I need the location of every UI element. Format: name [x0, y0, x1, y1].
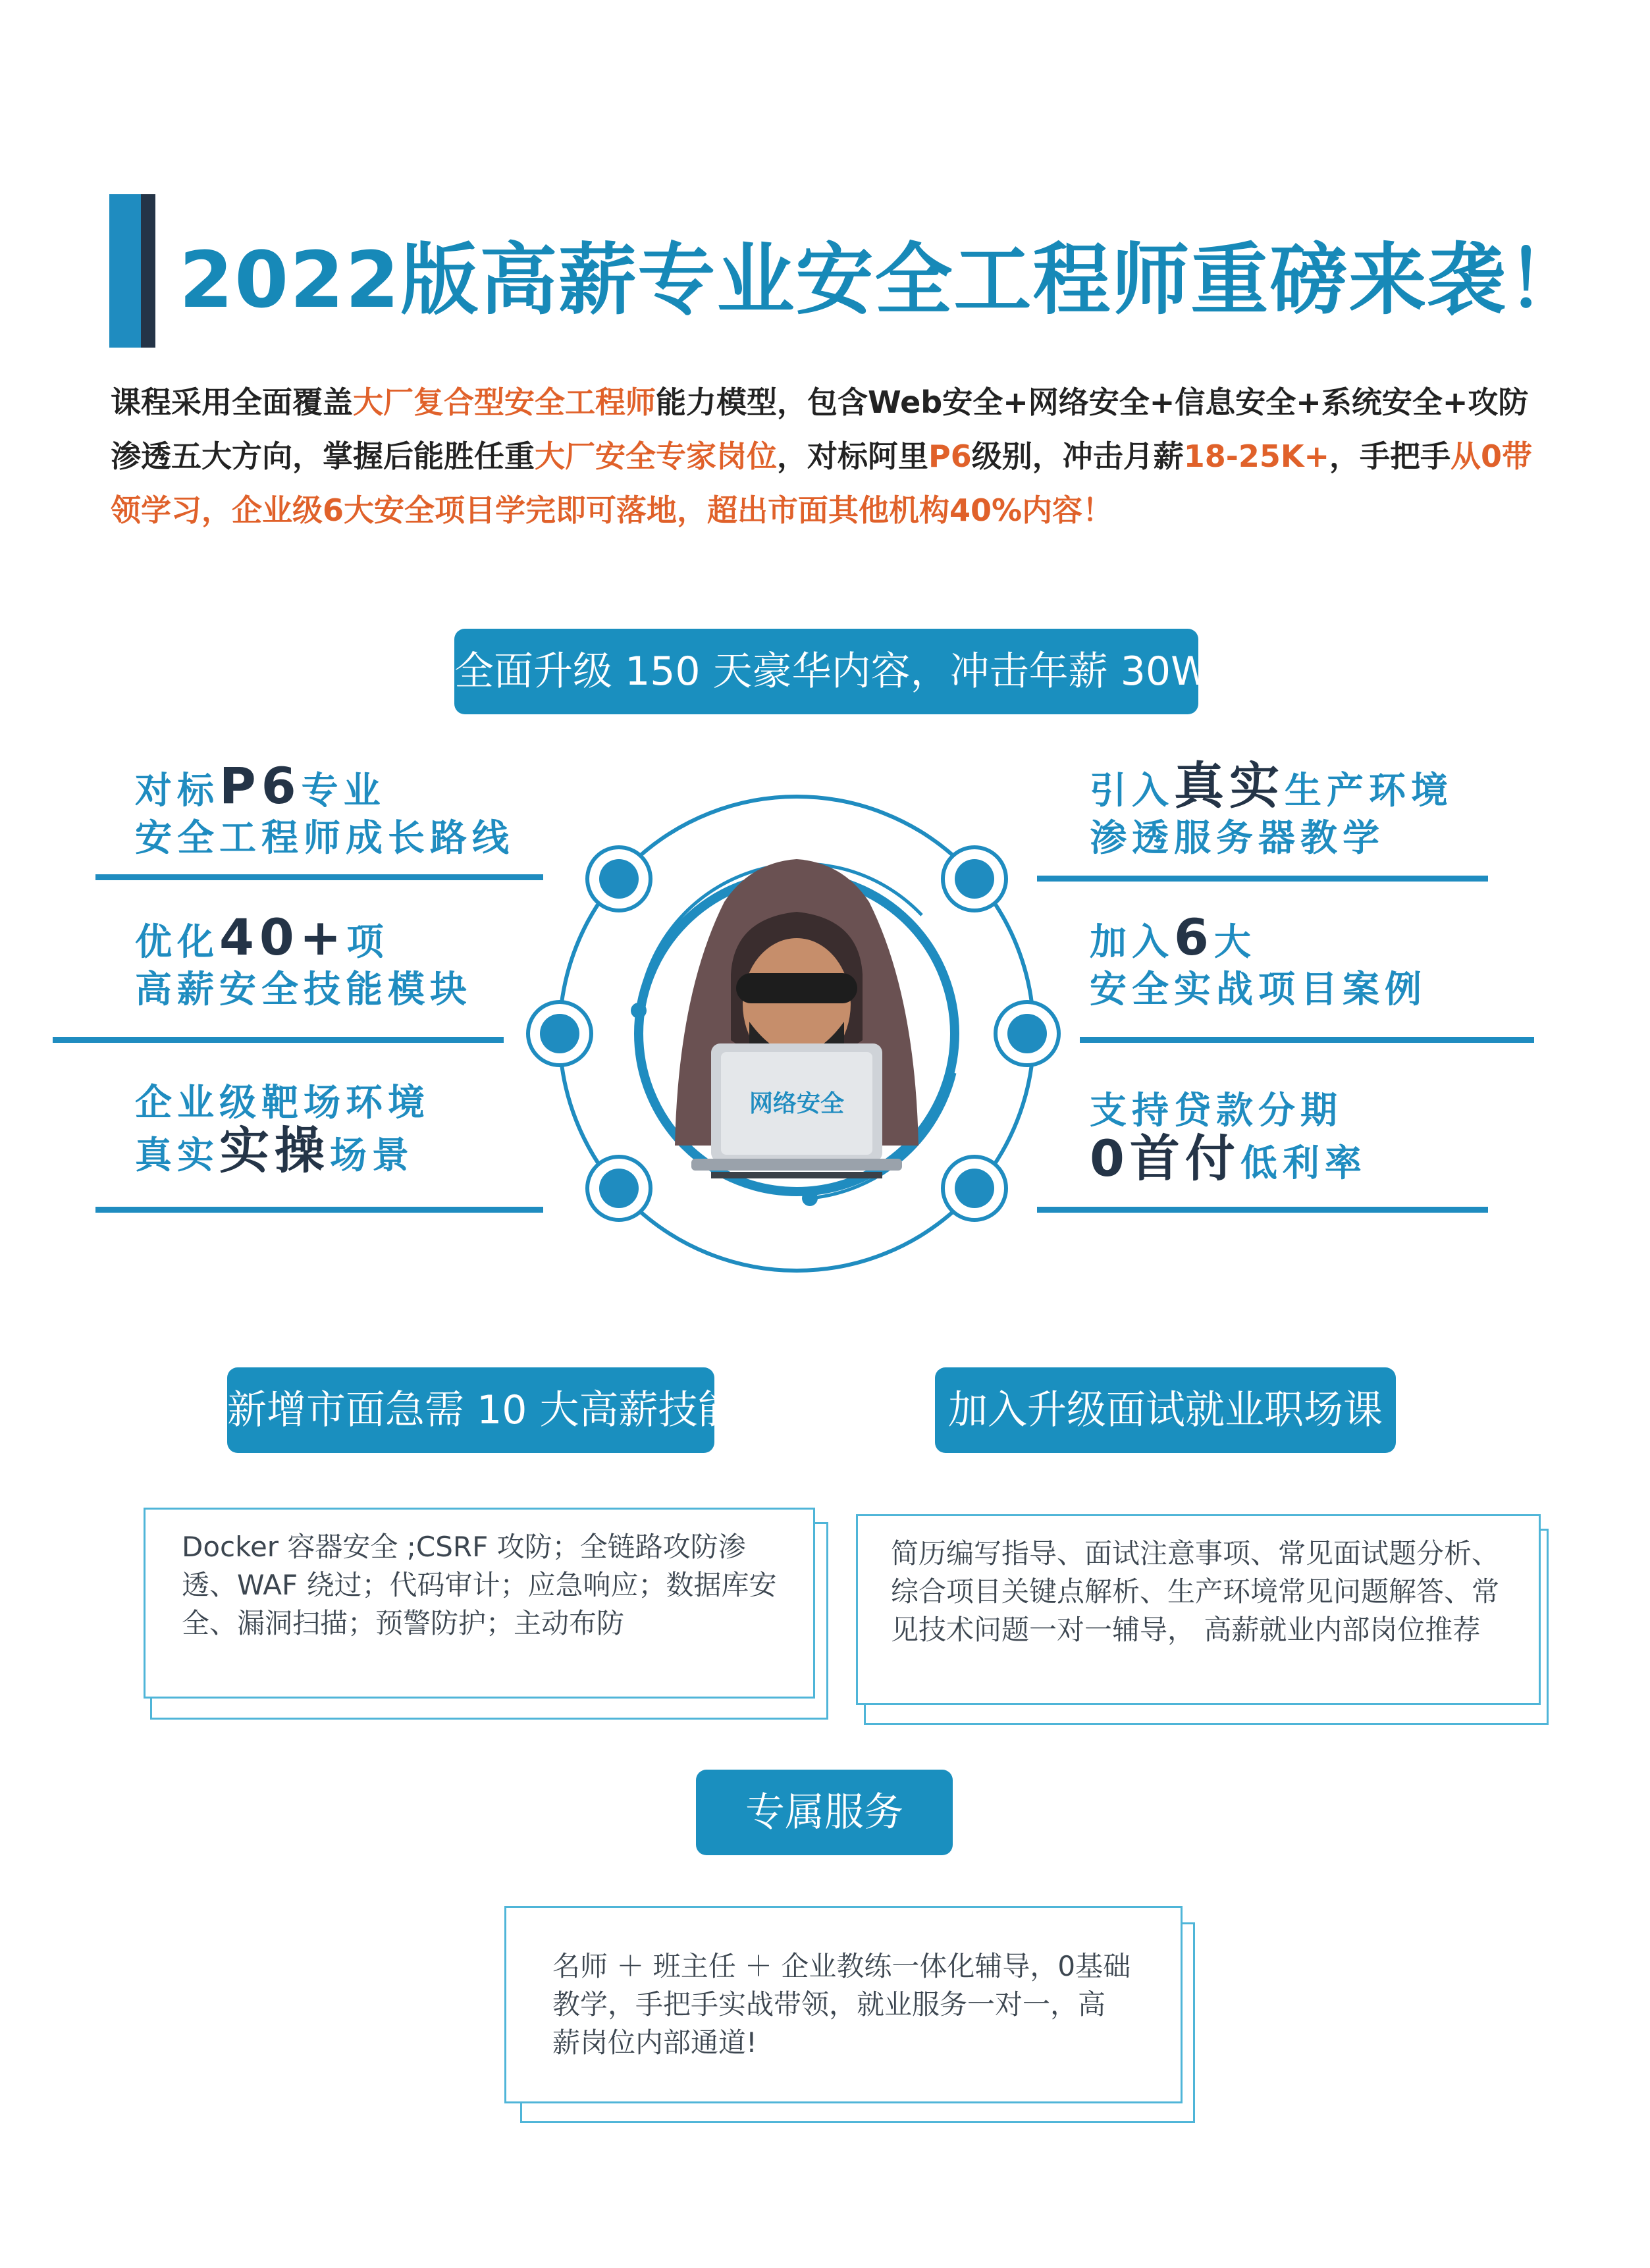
- service-box: [504, 1906, 1183, 2103]
- node-icon-2: [528, 1002, 591, 1065]
- feature-projects-suffix: 大: [1213, 921, 1256, 964]
- hacker-icon: [675, 859, 918, 1178]
- node-icon-4: [943, 847, 1006, 910]
- feature-real-env-prefix: 引入: [1090, 770, 1174, 812]
- node-icon-3: [587, 1157, 651, 1220]
- feature-modules-suffix: 项: [346, 921, 389, 964]
- feature-range: [135, 1080, 430, 1180]
- skills-heading: 新增市面急需 10 大高薪技能: [227, 1367, 714, 1453]
- feature-p6-highlight: P6: [219, 756, 302, 815]
- intro-highlight-4: 18-25K+: [1183, 438, 1330, 474]
- feature-real-env-line2: 渗透服务器教学: [1090, 817, 1385, 860]
- feature-range-highlight: 实操: [219, 1121, 330, 1180]
- feature-modules: [135, 908, 472, 1014]
- feature-modules-highlight: 40+: [219, 908, 347, 966]
- intro-paragraph: [111, 375, 1546, 537]
- title-accent-bar: [109, 194, 155, 348]
- intro-text-1: 课程采用全面覆盖: [111, 384, 353, 420]
- feature-projects-underline: [1080, 1037, 1534, 1043]
- orbit-dot-1: [631, 1003, 647, 1018]
- orbit-dot-2: [802, 1190, 818, 1206]
- intro-text-5: ，手把手: [1329, 438, 1451, 474]
- feature-modules-underline: [53, 1037, 504, 1043]
- center-graphic: [500, 777, 1093, 1277]
- intro-text-2: 能力模型，包含Web安全+网络安全+信息安全+系统安全+攻防渗透五大方向，掌握后能胜任重: [111, 384, 1529, 474]
- feature-projects-highlight: 6: [1174, 908, 1214, 966]
- feature-range-suffix: 场景: [330, 1134, 414, 1177]
- feature-projects: [1090, 908, 1427, 1014]
- upgrade-banner: 全面升级 150 天豪华内容，冲击年薪 30W: [454, 629, 1198, 714]
- career-heading: 加入升级面试就业职场课: [935, 1367, 1396, 1453]
- skills-text: Docker 容器安全 ;CSRF 攻防；全链路攻防渗透、WAF 绕过；代码审计；应急响应；数据库安全、漏洞扫描；预警防护；主动布防: [182, 1531, 777, 1639]
- career-text: 简历编写指导、面试注意事项、常见面试题分析、综合项目关键点解析、生产环境常见问题解答、常见技术问题一对一辅导， 高薪就业内部岗位推荐: [891, 1537, 1500, 1646]
- intro-highlight-3: P6: [928, 438, 972, 474]
- feature-payment-line1: 支持贷款分期: [1090, 1090, 1343, 1132]
- skills-box: [144, 1508, 815, 1699]
- feature-projects-prefix: 加入: [1090, 921, 1174, 964]
- feature-p6-suffix: 专业: [301, 770, 386, 812]
- feature-p6-prefix: 对标: [135, 770, 219, 812]
- service-text: 名师 ＋ 班主任 ＋ 企业教练一体化辅导，0基础教学，手把手实战带领，就业服务一对一，高薪岗位内部通道!: [552, 1950, 1131, 2059]
- feature-range-underline: [95, 1207, 543, 1213]
- intro-text-3: ，对标阿里: [777, 438, 928, 474]
- feature-projects-line2: 安全实战项目案例: [1090, 968, 1427, 1011]
- intro-highlight-2: 大厂安全专家岗位: [535, 438, 777, 474]
- feature-modules-prefix: 优化: [135, 921, 219, 964]
- center-label: 网络安全: [749, 1090, 845, 1117]
- feature-range-prefix: 真实: [135, 1134, 219, 1177]
- service-heading: 专属服务: [696, 1770, 953, 1855]
- feature-payment-underline: [1037, 1207, 1488, 1213]
- feature-real-env: [1090, 756, 1453, 862]
- feature-payment-highlight: 0首付: [1090, 1129, 1240, 1188]
- node-icon-6: [943, 1157, 1006, 1220]
- feature-p6: [135, 756, 514, 862]
- career-box: [856, 1514, 1541, 1705]
- feature-payment-suffix: 低利率: [1240, 1142, 1367, 1185]
- feature-range-line1: 企业级靶场环境: [135, 1082, 430, 1124]
- intro-highlight-1: 大厂复合型安全工程师: [353, 384, 656, 420]
- feature-modules-line2: 高薪安全技能模块: [135, 968, 472, 1011]
- feature-real-env-highlight: 真实: [1174, 756, 1285, 815]
- feature-p6-underline: [95, 874, 543, 880]
- page-title: 2022版高薪专业安全工程师重磅来袭！: [179, 234, 1586, 325]
- feature-payment: [1090, 1088, 1367, 1188]
- feature-p6-line2: 安全工程师成长路线: [135, 817, 514, 860]
- node-icon-1: [587, 847, 651, 910]
- intro-text-4: 级别，冲击月薪: [971, 438, 1184, 474]
- node-icon-5: [996, 1002, 1059, 1065]
- intro-highlight-5: 从0带领学习，企业级6大安全项目学完即可落地，超出市面其他机构40%内容！: [111, 438, 1533, 528]
- feature-real-env-underline: [1037, 876, 1488, 882]
- feature-real-env-suffix: 生产环境: [1285, 770, 1453, 812]
